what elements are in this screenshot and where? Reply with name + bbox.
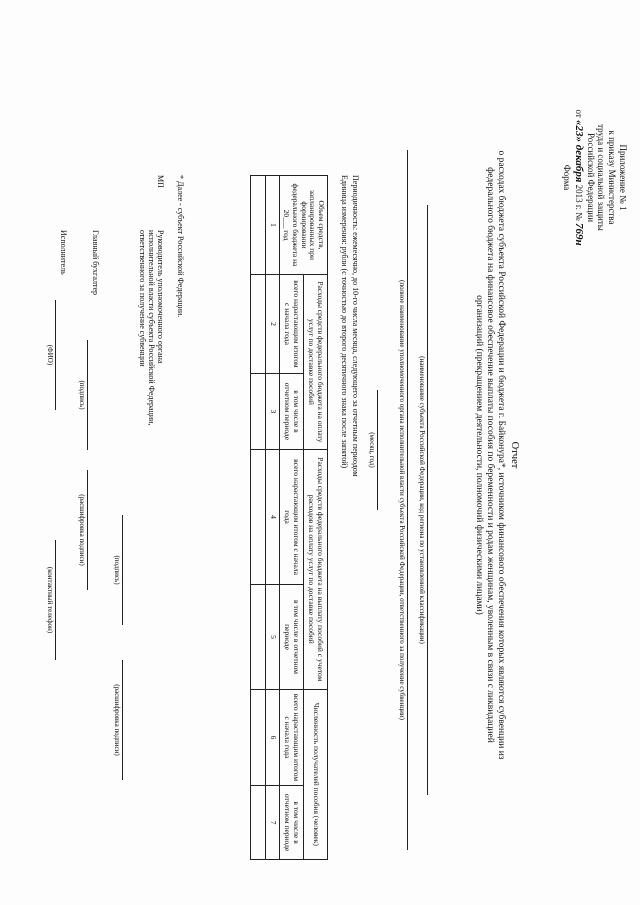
executor-phone-line [55,540,56,660]
fio-caption: (ФИО) [46,344,54,366]
column-number: 7 [266,786,280,860]
column-number: 1 [266,176,280,275]
column-number: 3 [266,373,280,449]
subheader-period: в том числе в отчетном периоде [279,585,303,690]
annex-line: труда и социальной защиты [596,124,607,231]
report-title: Отчет [509,441,520,469]
head-signature-line [122,515,123,625]
stamp-place-label: МП [156,175,165,188]
table-cell [251,176,266,275]
date-year: 2013 г. № [573,184,584,221]
footnote: * Далее - субъект Российской Федерации. [176,175,185,318]
column-number: 5 [266,585,280,690]
column-group-recipients: Численность получателей пособия (человек) [303,689,327,859]
table-cell [251,373,266,449]
subheader-cumulative: всего нарастающим итогом с начала года [279,275,303,374]
phone-caption: (контактный телефон) [46,566,54,634]
signature-caption: (подпись) [78,380,86,410]
column-group-payments: Расходы средств федерального бюджета на выплату пособий с учетом расходов на оплату услуг по доставке пособий [303,449,327,689]
accountant-signature-line [87,340,88,450]
accountant-decoding-line [87,470,88,590]
column-group-delivery: Расходы средств федерального бюджета на оплату услуг по доставке пособий [303,275,327,450]
annex-line: Приложение № 1 [618,144,628,211]
head-signatory-label [137,230,165,530]
unit-text: Единица измерения: рубли (с точностью до второго десятичного знака после запятой) [340,175,349,469]
decoding-caption: (расшифровка подписи) [78,494,86,566]
head-decoding-line [122,660,123,780]
periodicity-text: Периодичность: ежемесячно, до 10-го числа месяца, следующего за отчетным периодом [351,175,360,477]
table-cell [251,585,266,690]
subject-name-caption: (наименование субъекта Российской Федерации, код региона по установленной классификации) [418,356,426,644]
column-number: 6 [266,689,280,785]
handwritten-date: «23» декабря [572,120,585,183]
executor-label: Исполнитель [59,230,68,275]
subject-name-line [427,205,428,795]
head-line: ответственного за получение субвенции [137,230,147,367]
period-line [377,390,378,510]
table-subheader-row [279,176,303,860]
annex-date-line [572,70,585,285]
form-label: Форма [561,164,572,191]
column-number-row [266,176,280,860]
table-cell [251,786,266,860]
authority-name-caption: (полное наименование уполномоченного органа исполнительной власти субъекта Российской Федерации, ответственного за получение субвенции) [398,280,406,720]
decoding-caption: (расшифровка подписи) [113,684,121,756]
table-data-row [251,176,266,860]
date-prefix: от [573,109,584,118]
handwritten-doc-number: 769н [572,222,585,246]
head-line: Руководитель уполномоченного органа [156,230,165,364]
table-cell [251,275,266,374]
column-header-planned: Объем средств, запланированных при формировании федерального бюджета на 20___ год [279,176,327,275]
subheader-period: в том числе в отчетном периоде [279,373,303,449]
title-line: о расходах бюджета субъекта Российской Федерации и бюджета г. Байконура*, источником финансового обеспечения которых являются субвенции из [495,150,506,760]
title-line: организаций (прекращением деятельности, полномочий физическими лицами) [474,295,485,615]
authority-name-line [407,150,408,850]
subheader-period: в том числе в отчетном периоде [279,786,303,860]
annex-line: Российской Федерации [585,132,596,223]
signature-caption: (подпись) [113,555,121,585]
annex-header [561,70,628,285]
report-table [250,175,328,860]
title-line: федерального бюджета на финансовое обеспечение выплаты пособия по беременности и родам женщинам, уволенным в связи с ликвидацией [485,167,496,743]
report-title-block [473,40,520,870]
subheader-cumulative: всего нарастающим итогом с начала года [279,449,303,584]
chief-accountant-label: Главный бухгалтер [91,230,100,295]
annex-line: к приказу Министерства [607,130,618,225]
executor-name-line [55,300,56,410]
column-number: 2 [266,275,280,374]
table-header-row [303,176,327,860]
table-cell [251,689,266,785]
period-caption: (месяц, год) [368,432,376,468]
column-number: 4 [266,449,280,584]
subheader-cumulative: всего нарастающим итогом с начала года [279,689,303,785]
table-cell [251,449,266,584]
head-line: исполнительной власти субъекта Российской Федерации, [146,230,156,426]
